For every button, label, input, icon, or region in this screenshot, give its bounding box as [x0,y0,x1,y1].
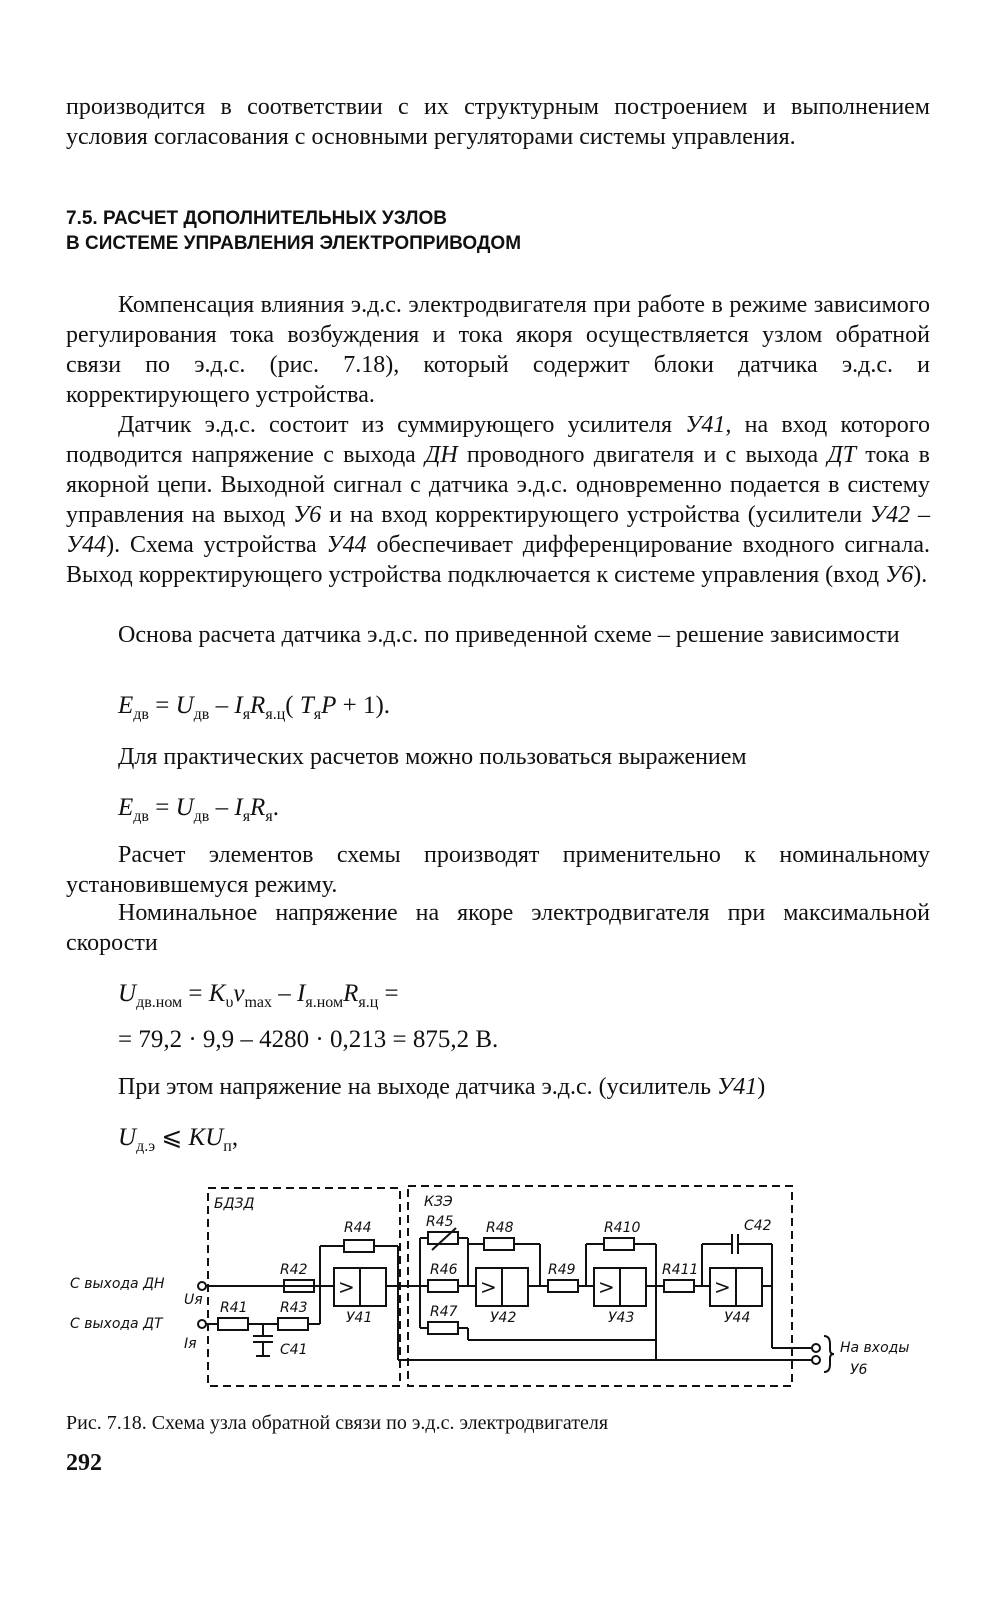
label-r410: R410 [604,1220,641,1236]
page-number: 292 [66,1450,102,1476]
label-kze: КЗЭ [424,1194,453,1210]
formula-emf-simple: $E_{дв} = U_{дв} - I_яR_я$. [118,794,279,825]
resistor-r44 [344,1240,374,1252]
input-dn-terminal [198,1282,206,1290]
ref-dt: ДТ [827,442,857,468]
label-c42: C42 [744,1218,772,1234]
amp-symbol: > [338,1275,355,1299]
resistor-r46 [428,1280,458,1292]
text-run: При этом напряжение на выходе датчика э.д.с. (усилитель [118,1074,718,1100]
figure-caption: Рис. 7.18. Схема узла обратной связи по э.д.с. электродвигателя [66,1412,609,1434]
label-r411: R411 [662,1262,699,1278]
paragraph-practical: Для практических расчетов можно пользоваться выражением [118,744,747,770]
ref-u41: У41, [685,412,732,438]
formula-emf-full: $E_{дв} = U_{дв} - I_яR_{я.ц}$( $T_яP + 1$). [118,692,391,723]
label-bdzd: БДЗД [214,1196,255,1212]
output-terminal-2 [812,1356,820,1364]
amp-symbol: > [714,1275,731,1299]
output-brace [824,1336,834,1372]
resistor-r43 [278,1318,308,1330]
text-run: Датчик э.д.с. состоит из суммирующего усилителя [118,412,686,438]
resistor-r47 [428,1322,458,1334]
paragraph-output [66,1072,930,1102]
amp-symbol: > [598,1275,615,1299]
formula-sensor-output: $U_{д.э}$ ⩽ $KU_п$, [118,1124,239,1155]
ref-u41: У41 [717,1074,758,1100]
formula-nominal-value: = 79,2 · 9,9 – 4280 · 0,213 = 875,2 В. [118,1026,499,1053]
label-u42: У42 [490,1310,517,1326]
label-r43: R43 [280,1300,308,1316]
label-input-dn: С выхода ДН [70,1276,165,1292]
top-paragraph: производится в соответствии с их структурным построением и выполнением условия согласования с основными регуляторами системы управления. [66,94,930,150]
resistor-r45 [428,1232,458,1244]
label-u44: У44 [724,1310,751,1326]
paragraph-nominal: Номинальное напряжение на якоре электродвигателя при максимальной скорости [66,900,930,956]
ref-dn: ДН [425,442,458,468]
label-r44: R44 [344,1220,372,1236]
input-dt-terminal [198,1320,206,1328]
circuit-diagram [64,1178,934,1406]
label-output-1: На входы [840,1340,910,1356]
label-r47: R47 [430,1304,458,1320]
label-output-2: У6 [850,1362,868,1378]
label-r45: R45 [426,1214,454,1230]
text-run: ). [913,562,928,588]
text-run: ) [757,1074,766,1100]
paragraph-compensation: Компенсация влияния э.д.с. электродвигателя при работе в режиме зависимого регулирования тока возбуждения и тока якоря осуществляется узлом обратной связи по э.д.с. (рис. 7.18), который содержит блоки датчика э.д.с. и корректирующего устройства. [66,292,930,408]
label-c41: C41 [280,1342,308,1358]
text-run: ). Схема устройства [106,532,327,558]
section-heading-line-1: 7.5. РАСЧЕТ ДОПОЛНИТЕЛЬНЫХ УЗЛОВ [66,208,447,229]
formula-nominal-voltage: $U_{дв.ном} = K_\upsilon v_{max} - I_{я.ном}R_{я.ц}$ = [118,980,399,1011]
resistor-r41 [218,1318,248,1330]
section-heading [66,206,930,256]
label-u-ya: Uя [184,1292,203,1308]
label-i-ya: Iя [184,1336,197,1352]
section-heading-line-2: В СИСТЕМЕ УПРАВЛЕНИЯ ЭЛЕКТРОПРИВОДОМ [66,233,522,254]
text-run: тока в якорной цепи. Выходной сигнал с датчика э.д.с. одновременно подается в систему управления на выход [66,442,930,528]
paragraph-sensor [66,410,930,590]
label-input-dt: С выхода ДТ [70,1316,163,1332]
resistor-r410 [604,1238,634,1250]
paragraph-basis: Основа расчета датчика э.д.с. по приведенной схеме – решение зависимости [118,622,900,648]
output-terminal-1 [812,1344,820,1352]
label-r46: R46 [430,1262,458,1278]
label-r42: R42 [280,1262,308,1278]
ref-u44: У44 [326,532,367,558]
text-run: и на вход корректирующего устройства (усилители [321,502,870,528]
ref-u6: У6 [293,502,322,528]
label-u41: У41 [346,1310,373,1326]
label-r41: R41 [220,1300,248,1316]
resistor-r48 [484,1238,514,1250]
resistor-r49 [548,1280,578,1292]
label-u43: У43 [608,1310,635,1326]
text-run: обеспечивает дифференцирование входного сигнала. Выход корректирующего устройства подключается к системе управления (вход [66,532,930,588]
ref-u42-u44: У42 – У44 [66,502,930,558]
label-r49: R49 [548,1262,576,1278]
text-run: проводного двигателя и с выхода [457,442,828,468]
paragraph-calc: Расчет элементов схемы производят применительно к номинальному установившемуся режиму. [66,842,930,898]
text-run: на вход которого подводится напряжение с выхода [66,412,930,468]
label-r48: R48 [486,1220,514,1236]
ref-u6: У6 [885,562,914,588]
amp-symbol: > [480,1275,497,1299]
resistor-r411 [664,1280,694,1292]
